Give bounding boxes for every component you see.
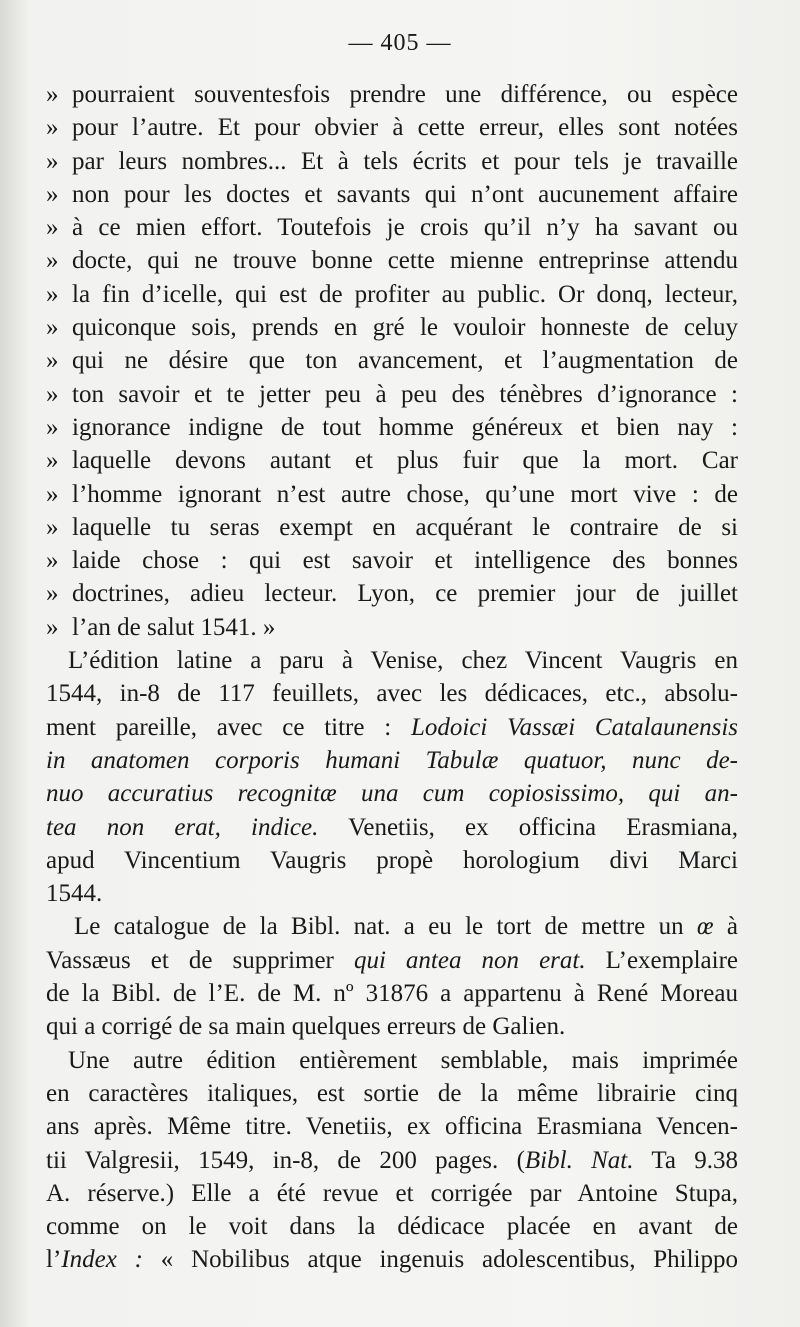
line-text: de la Bibl. de l’E. de M. nº 31876 a appartenu à René Moreau [46, 980, 738, 1008]
line-text: ment pareille, avec ce titre : Lodoici Vassæi Catalaunensis [46, 713, 738, 741]
text-line [46, 544, 738, 577]
quote-mark: » [46, 314, 59, 342]
text-line [46, 677, 738, 710]
line-text: la fin d’icelle, qui est de profiter au public. Or donq, lecteur, [72, 280, 738, 308]
line-text: ans après. Même titre. Venetiis, ex officina Erasmiana Vencen- [46, 1113, 738, 1141]
line-text: Vassæus et de supprimer qui antea non erat. L’exemplaire [46, 946, 738, 974]
quote-mark: » [46, 180, 59, 208]
line-text: comme on le voit dans la dédicace placée en avant de [46, 1213, 738, 1241]
line-text: à ce mien effort. Toutefois je crois qu’il n’y ha savant ou [72, 214, 738, 242]
text-line [46, 278, 738, 311]
text-line [46, 611, 738, 644]
quote-mark: » [46, 447, 59, 475]
line-text: doctrines, adieu lecteur. Lyon, ce premier jour de juillet [72, 580, 738, 608]
text-line [46, 1177, 738, 1210]
text-line [46, 211, 738, 244]
quote-mark: » [46, 247, 59, 275]
text-line [46, 311, 738, 344]
quote-mark: » [46, 81, 59, 108]
quote-mark: » [46, 214, 59, 242]
line-text: tea non erat, indice. Venetiis, ex officina Erasmiana, [46, 813, 738, 841]
line-text: laquelle tu seras exempt en acquérant le contraire de si [72, 513, 738, 541]
quote-mark: » [46, 547, 59, 575]
line-text: par leurs nombres... Et à tels écrits et pour tels je travaille [72, 147, 738, 175]
line-text: Le catalogue de la Bibl. nat. a eu le tort de mettre un œ à [74, 913, 738, 941]
quote-mark: » [46, 413, 59, 441]
line-text: apud Vincentium Vaugris propè horologium divi Marci [46, 846, 738, 874]
line-text: qui a corrigé de sa main quelques erreurs de Galien. [46, 1013, 566, 1041]
text-line [46, 1210, 738, 1243]
line-text: A. réserve.) Elle a été revue et corrigée par Antoine Stupa, [46, 1179, 738, 1207]
text-line [46, 910, 738, 943]
text-line [46, 478, 738, 511]
text-line [46, 78, 738, 111]
line-text: in anatomen corporis humani Tabulæ quatuor, nunc de- [46, 746, 738, 774]
line-text: en caractères italiques, est sortie de la même librairie cinq [46, 1079, 738, 1107]
line-text: docte, qui ne trouve bonne cette mienne entreprinse attendu [72, 247, 738, 275]
quote-mark: » [46, 513, 59, 541]
page-number: — 405 — [348, 30, 452, 56]
text-line [46, 111, 738, 144]
text-line [46, 644, 738, 677]
text-line [46, 744, 738, 777]
text-line [46, 145, 738, 178]
text-line [46, 577, 738, 610]
text-line [46, 944, 738, 977]
line-text: pourraient souventesfois prendre une différence, ou espèce [72, 81, 738, 108]
text-line [46, 1010, 738, 1043]
text-line [46, 1077, 738, 1110]
text-line [46, 777, 738, 810]
text-line [46, 711, 738, 744]
quote-mark: » [46, 280, 59, 308]
text-line [46, 977, 738, 1010]
text-line [46, 244, 738, 277]
text-line [46, 344, 738, 377]
quote-mark: » [46, 114, 59, 142]
quote-mark: » [46, 613, 59, 641]
quote-mark: » [46, 580, 59, 608]
text-line [46, 811, 738, 844]
text-line [46, 444, 738, 477]
line-text: qui ne désire que ton avancement, et l’augmentation de [72, 347, 738, 375]
quote-mark: » [46, 347, 59, 375]
text-line [46, 877, 738, 910]
text-line [46, 511, 738, 544]
text-line [46, 1144, 738, 1177]
line-text: L’édition latine a paru à Venise, chez Vincent Vaugris en [68, 647, 738, 675]
line-text: nuo accuratius recognitæ una cum copiosissimo, qui an- [46, 780, 738, 808]
line-text: 1544, in-8 de 117 feuillets, avec les dédicaces, etc., absolu- [46, 680, 738, 708]
line-text: laquelle devons autant et plus fuir que la mort. Car [72, 447, 738, 475]
text-line [46, 1243, 738, 1276]
line-text: l’Index : « Nobilibus atque ingenuis adolescentibus, Philippo [46, 1246, 739, 1274]
text-line [46, 1110, 738, 1143]
line-text: l’an de salut 1541. » [72, 613, 276, 641]
quote-mark: » [46, 380, 59, 408]
line-text: ton savoir et te jetter peu à peu des ténèbres d’ignorance : [72, 380, 738, 408]
quote-mark: » [46, 147, 59, 175]
line-text: 1544. [46, 880, 103, 908]
quote-mark: » [46, 480, 59, 508]
text-line [46, 411, 738, 444]
text-line [46, 1044, 738, 1077]
text-line [46, 178, 738, 211]
line-text: non pour les doctes et savants qui n’ont aucunement affaire [72, 180, 738, 208]
line-text: ignorance indigne de tout homme généreux et bien nay : [72, 413, 738, 441]
line-text: laide chose : qui est savoir et intelligence des bonnes [72, 547, 738, 575]
page-text [46, 78, 738, 1277]
line-text: l’homme ignorant n’est autre chose, qu’une mort vive : de [72, 480, 738, 508]
line-text: quiconque sois, prends en gré le vouloir honneste de celuy [72, 314, 738, 342]
text-line [46, 844, 738, 877]
line-text: pour l’autre. Et pour obvier à cette erreur, elles sont notées [72, 114, 738, 142]
line-text: tii Valgresii, 1549, in-8, de 200 pages. (Bibl. Nat. Ta 9.38 [46, 1146, 738, 1174]
text-line [46, 378, 738, 411]
line-text: Une autre édition entièrement semblable, mais imprimée [68, 1046, 738, 1074]
